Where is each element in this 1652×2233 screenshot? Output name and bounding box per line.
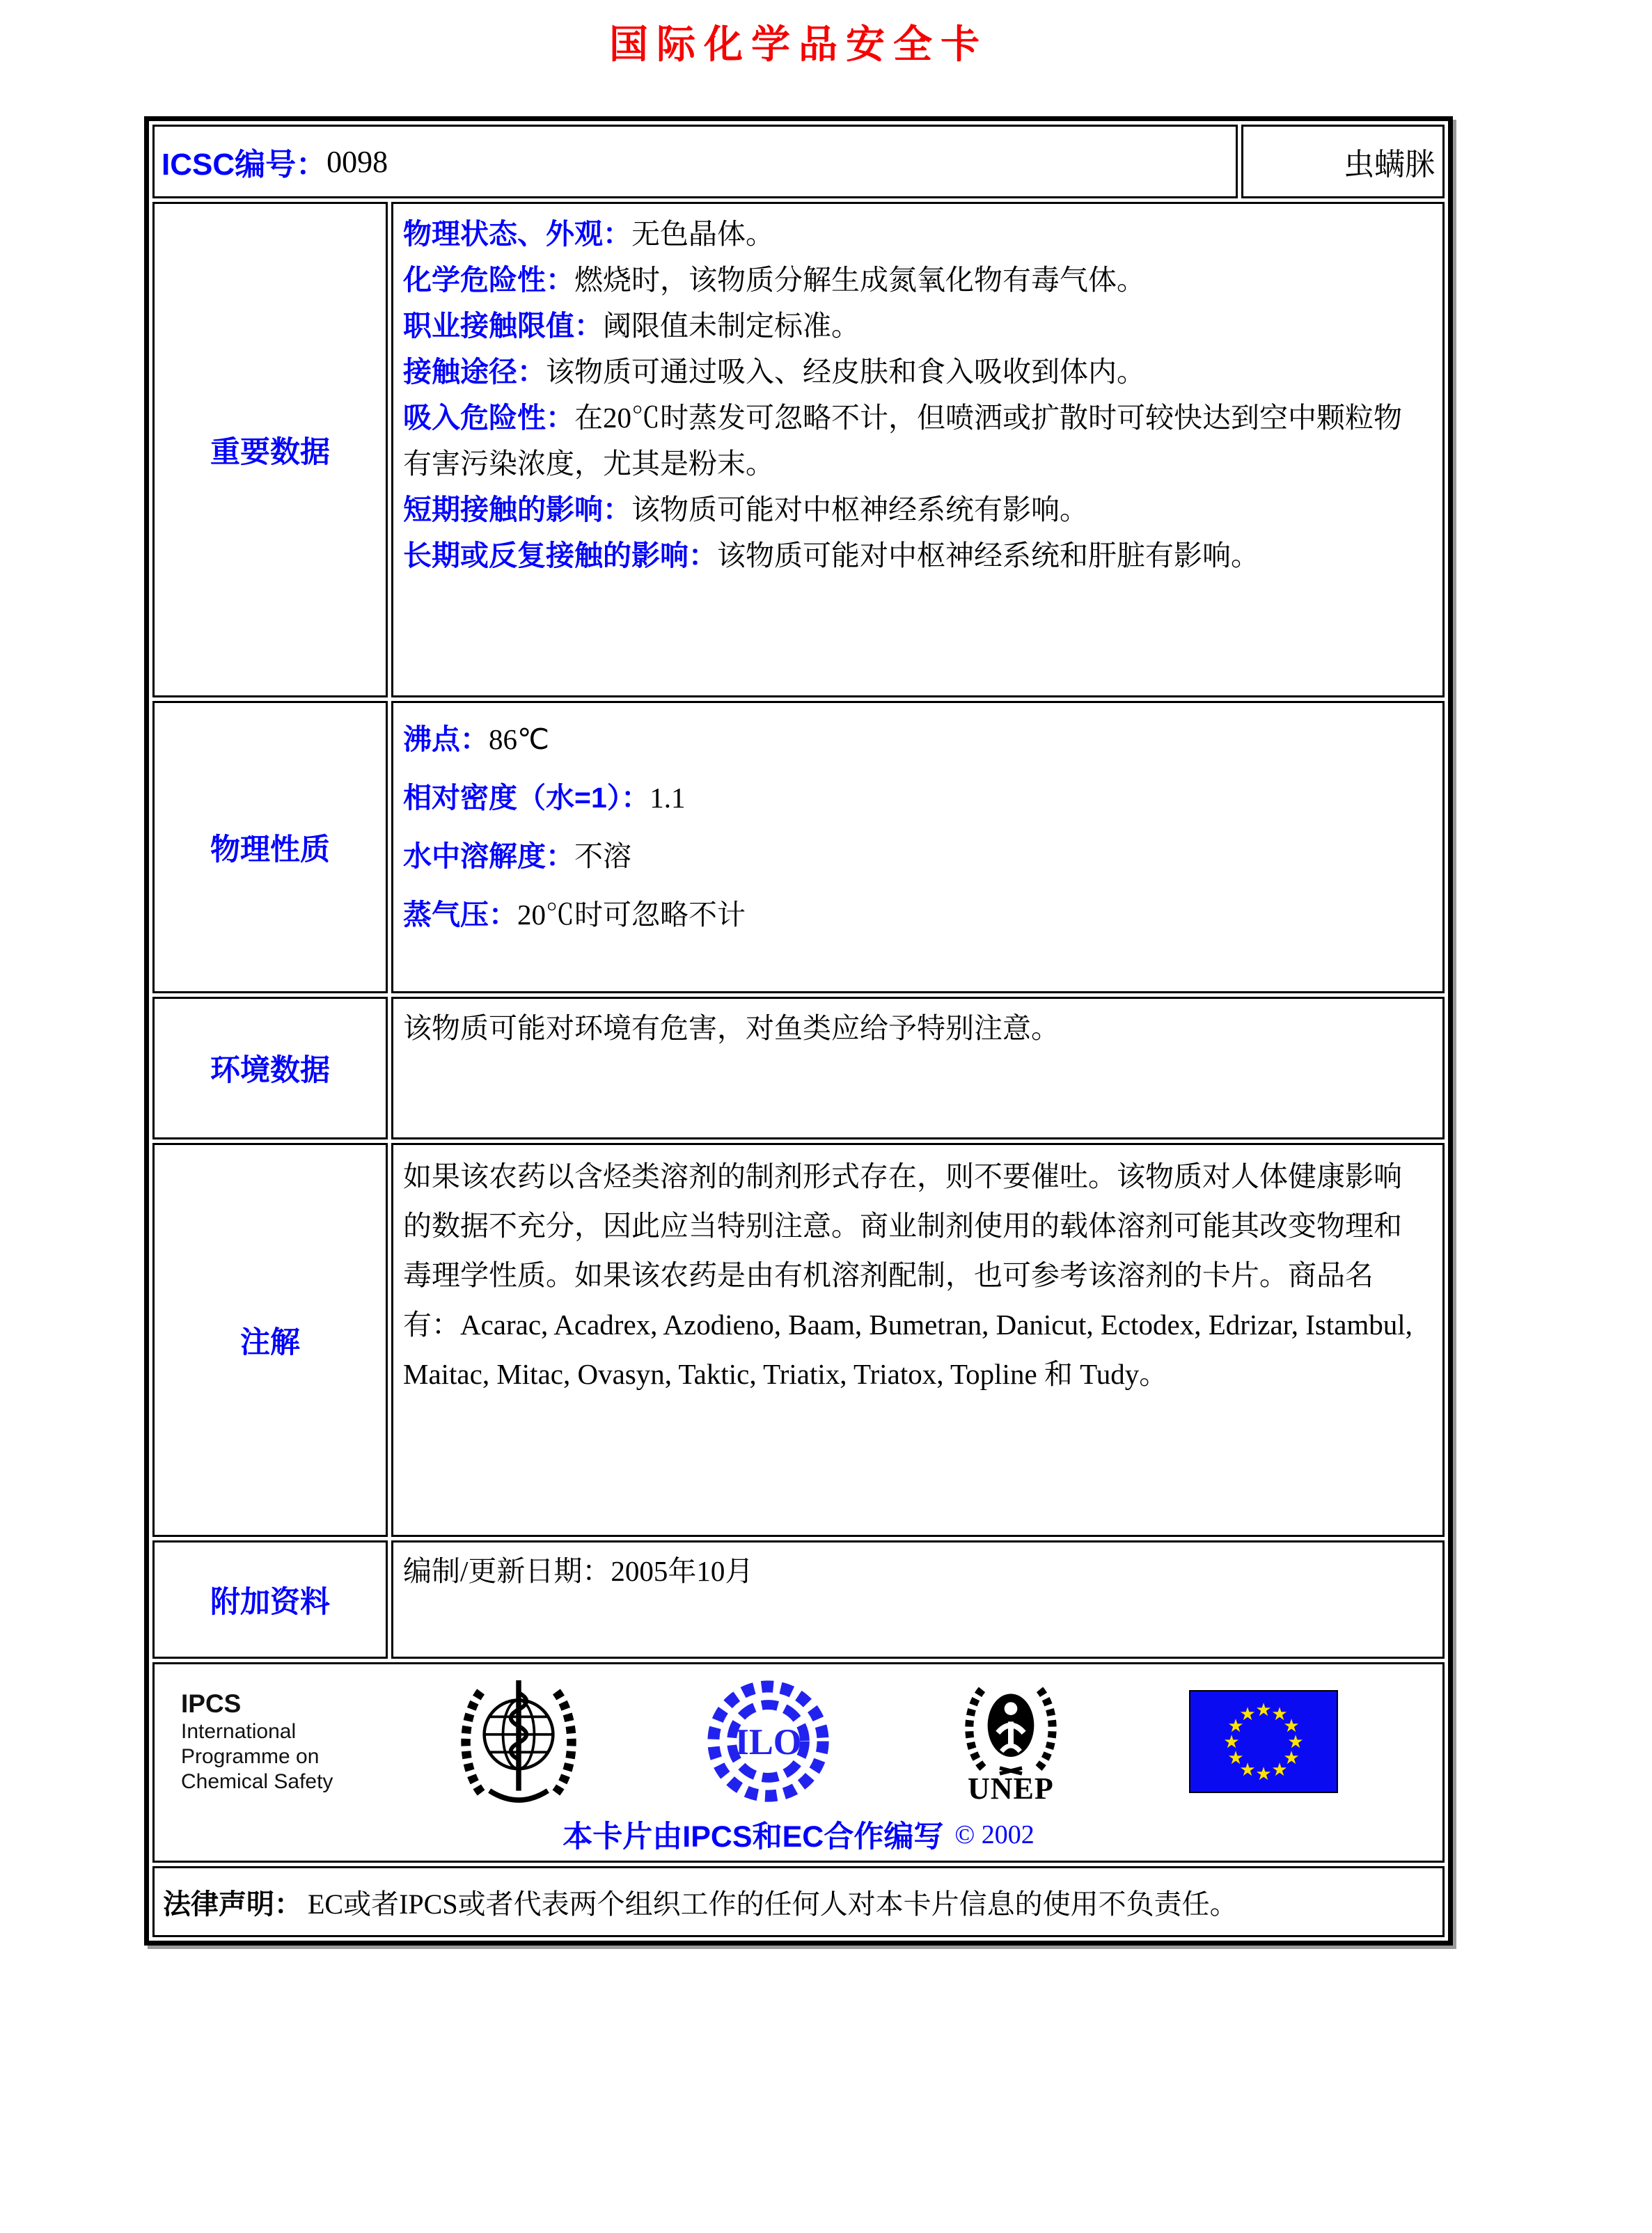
copyright-text: © 2002 — [954, 1820, 1035, 1849]
eu-flag-icon — [1189, 1690, 1338, 1793]
svg-text:★: ★ — [1255, 1699, 1272, 1721]
page-title: 国际化学品安全卡 — [609, 22, 988, 66]
legal-row — [152, 1866, 1445, 1937]
who-logo-icon — [456, 1670, 581, 1813]
item-label: 吸入危险性： — [403, 402, 574, 434]
icsc-card — [144, 116, 1453, 1946]
section-item — [403, 1006, 1430, 1050]
item-text: 该物质可能对中枢神经系统和肝脏有影响。 — [717, 539, 1259, 571]
item-text: 不溶 — [574, 840, 631, 872]
section-item — [403, 885, 1430, 944]
section-important-data — [152, 202, 1445, 697]
icsc-number-cell — [152, 125, 1238, 198]
legal-cell — [152, 1866, 1445, 1937]
svg-text:★: ★ — [1227, 1747, 1244, 1769]
item-label: 物理状态、外观： — [403, 218, 631, 250]
section-label-notes: 注解 — [152, 1143, 388, 1537]
section-item — [403, 303, 1430, 349]
unep-logo-block — [955, 1679, 1067, 1804]
item-label: 沸点： — [403, 723, 489, 755]
item-text: 在20℃时蒸发可忽略不计，但喷洒或扩散时可较快达到空中颗粒物有害污染浓度，尤其是粉末。 — [403, 402, 1402, 480]
svg-text:★: ★ — [1227, 1715, 1244, 1737]
item-label: 化学危险性： — [403, 264, 574, 296]
section-item — [403, 257, 1430, 303]
section-label-environmental-data: 环境数据 — [152, 997, 388, 1139]
item-text: 如果该农药以含烃类溶剂的制剂形式存在，则不要催吐。该物质对人体健康影响的数据不充分，因此应当特别注意。商业制剂使用的载体溶剂可能其改变物理和毒理学性质。如果该农药是由有机溶剂配制，也可参考该溶剂的卡片。商品名有：Acarac, Acadrex, Azodieno, Baam, Bumetran, Danicut, Ectodex, Edrizar, Istambul, Maitac, Mitac, Ovasyn, Taktic, Triatix, Triatox, Topline 和 Tudy。 — [403, 1160, 1413, 1390]
section-physical-properties — [152, 701, 1445, 993]
svg-text:★: ★ — [1271, 1759, 1288, 1781]
organizations-cell — [152, 1662, 1445, 1863]
svg-text:★: ★ — [1255, 1763, 1272, 1785]
ipcs-line-2: Programme on — [181, 1744, 320, 1768]
item-text: 该物质可能对环境有危害，对鱼类应给予特别注意。 — [403, 1012, 1060, 1044]
svg-text:★: ★ — [1239, 1759, 1256, 1781]
section-item — [403, 1549, 1430, 1593]
svg-text:ILO: ILO — [734, 1722, 802, 1762]
section-item — [403, 487, 1430, 532]
section-content-additional-info — [391, 1540, 1445, 1659]
svg-text:★: ★ — [1223, 1731, 1240, 1753]
section-content-physical-properties — [391, 701, 1445, 993]
ipcs-acronym: IPCS — [181, 1689, 242, 1718]
section-item — [403, 211, 1430, 257]
item-label: 水中溶解度： — [403, 840, 574, 872]
cooperation-caption — [155, 1813, 1442, 1861]
section-notes — [152, 1143, 1445, 1537]
section-content-environmental-data — [391, 997, 1445, 1139]
section-content-notes — [391, 1143, 1445, 1537]
icsc-number-value: 0098 — [327, 144, 388, 179]
section-additional-info — [152, 1540, 1445, 1659]
item-label: 蒸气压： — [403, 899, 517, 931]
logos-strip — [155, 1664, 1442, 1813]
item-label: 接触途径： — [403, 356, 546, 388]
section-content-important-data — [391, 202, 1445, 697]
item-label: 长期或反复接触的影响： — [403, 539, 717, 571]
item-text: 该物质可通过吸入、经皮肤和食入吸收到体内。 — [546, 356, 1145, 388]
header-row — [152, 125, 1445, 198]
section-label-important-data: 重要数据 — [152, 202, 388, 697]
svg-text:★: ★ — [1271, 1703, 1288, 1725]
item-text: 无色晶体。 — [631, 218, 774, 250]
section-item — [403, 1152, 1430, 1399]
ipcs-text-block — [181, 1689, 333, 1794]
item-label: 职业接触限值： — [403, 310, 603, 342]
section-item — [403, 395, 1430, 487]
cooperation-caption-text: 本卡片由IPCS和EC合作编写 — [563, 1820, 944, 1854]
section-environmental-data — [152, 997, 1445, 1139]
section-item — [403, 532, 1430, 578]
footer-row — [152, 1662, 1445, 1863]
item-text: 86℃ — [489, 723, 550, 755]
ipcs-line-3: Chemical Safety — [181, 1769, 333, 1793]
section-item — [403, 827, 1430, 885]
item-label: 短期接触的影响： — [403, 494, 631, 526]
unep-logo-text: UNEP — [967, 1771, 1054, 1806]
svg-text:★: ★ — [1283, 1715, 1300, 1737]
ipcs-line-1: International — [181, 1719, 297, 1743]
svg-text:★: ★ — [1287, 1731, 1304, 1753]
chemical-name: 虫螨脒 — [1344, 148, 1435, 182]
item-text: 燃烧时，该物质分解生成氮氧化物有毒气体。 — [574, 264, 1145, 296]
unep-logo-icon — [955, 1679, 1067, 1776]
item-label: 相对密度（水=1）： — [403, 782, 650, 814]
svg-text:★: ★ — [1239, 1703, 1256, 1725]
section-label-additional-info: 附加资料 — [152, 1540, 388, 1659]
item-text: 该物质可能对中枢神经系统有影响。 — [631, 494, 1088, 526]
section-item — [403, 710, 1430, 768]
legal-text: EC或者IPCS或者代表两个组织工作的任何人对本卡片信息的使用不负责任。 — [308, 1888, 1238, 1920]
item-text: 阈限值未制定标准。 — [603, 310, 860, 342]
legal-label: 法律声明： — [163, 1888, 302, 1920]
chemical-name-cell — [1241, 125, 1445, 198]
ilo-logo-icon — [704, 1677, 833, 1806]
item-text: 20℃时可忽略不计 — [517, 899, 746, 931]
svg-text:★: ★ — [1283, 1747, 1300, 1769]
section-item — [403, 768, 1430, 827]
item-text: 编制/更新日期：2005年10月 — [403, 1555, 754, 1587]
icsc-number-label: ICSC编号： — [162, 148, 327, 182]
item-text: 1.1 — [650, 782, 686, 814]
section-label-physical-properties: 物理性质 — [152, 701, 388, 993]
section-item — [403, 349, 1430, 395]
